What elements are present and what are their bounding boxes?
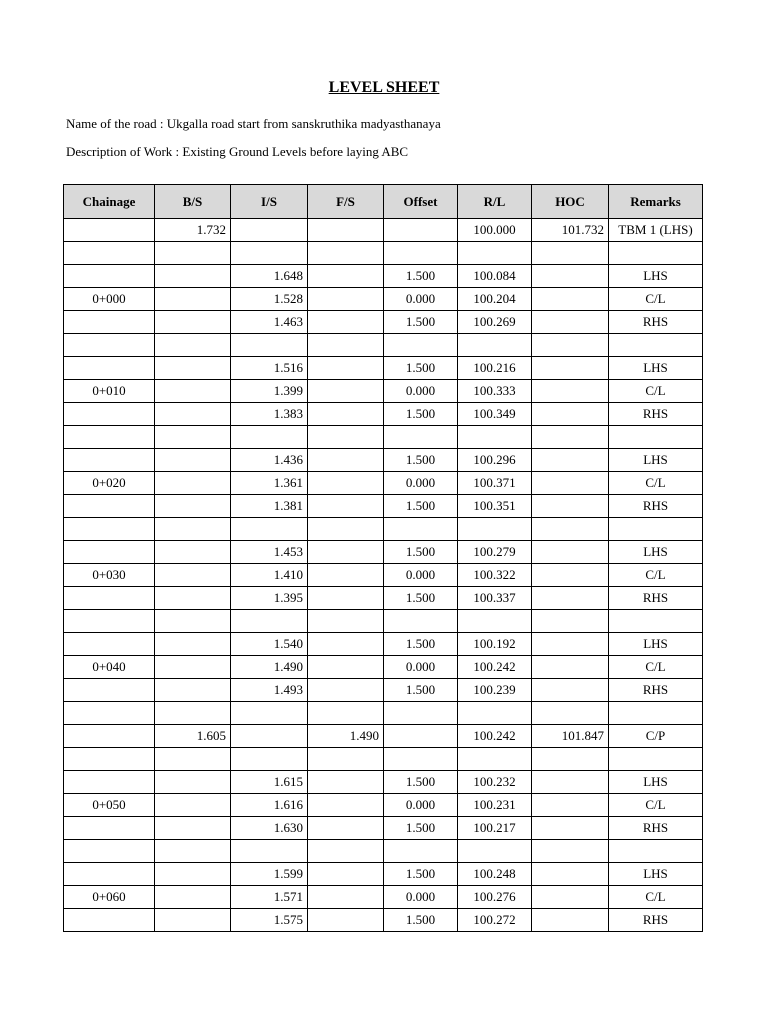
rl-cell [458,610,532,633]
table-row [64,863,703,886]
fs-cell [308,794,384,817]
bs-cell [155,242,231,265]
rl-cell [458,702,532,725]
table-row [64,702,703,725]
offset-cell: 1.500 [384,771,458,794]
bs-cell [155,311,231,334]
fs-cell [308,449,384,472]
remarks-cell: RHS [609,909,703,932]
is-cell: 1.463 [231,311,308,334]
bs-cell [155,564,231,587]
rl-cell: 100.272 [458,909,532,932]
fs-cell [308,265,384,288]
hoc-cell [532,840,609,863]
remarks-cell [609,518,703,541]
remarks-cell: C/L [609,794,703,817]
is-cell [231,334,308,357]
hoc-cell [532,541,609,564]
chainage-cell: 0+040 [64,656,155,679]
bs-cell [155,403,231,426]
chainage-cell [64,311,155,334]
rl-cell: 100.242 [458,725,532,748]
is-cell [231,219,308,242]
table-row [64,748,703,771]
chainage-cell [64,357,155,380]
table-row [64,656,703,679]
level-table [63,184,703,932]
hoc-cell [532,863,609,886]
bs-cell [155,702,231,725]
hoc-cell [532,771,609,794]
fs-cell [308,518,384,541]
col-header-chainage: Chainage [64,185,155,219]
chainage-cell [64,334,155,357]
rl-cell: 100.216 [458,357,532,380]
fs-cell [308,311,384,334]
bs-cell: 1.605 [155,725,231,748]
is-cell: 1.399 [231,380,308,403]
work-description: Description of Work : Existing Ground Levels before laying ABC [66,144,409,159]
rl-cell: 100.084 [458,265,532,288]
fs-cell [308,219,384,242]
table-row [64,633,703,656]
offset-cell [384,426,458,449]
offset-cell: 0.000 [384,886,458,909]
remarks-cell [609,334,703,357]
fs-cell [308,357,384,380]
fs-cell [308,702,384,725]
is-cell: 1.575 [231,909,308,932]
fs-cell [308,886,384,909]
fs-cell [308,863,384,886]
fs-cell [308,587,384,610]
offset-cell [384,748,458,771]
chainage-cell [64,748,155,771]
table-row [64,541,703,564]
chainage-cell [64,702,155,725]
remarks-cell: LHS [609,265,703,288]
offset-cell: 1.500 [384,311,458,334]
rl-cell: 100.242 [458,656,532,679]
road-name: Name of the road : Ukgalla road start from sanskruthika madyasthanaya [66,116,441,131]
is-cell [231,518,308,541]
chainage-cell [64,219,155,242]
remarks-cell: RHS [609,679,703,702]
remarks-cell: RHS [609,587,703,610]
bs-cell [155,265,231,288]
table-row [64,817,703,840]
table-row [64,909,703,932]
chainage-cell [64,541,155,564]
offset-cell: 0.000 [384,794,458,817]
is-cell [231,725,308,748]
bs-cell [155,656,231,679]
is-cell: 1.528 [231,288,308,311]
bs-cell [155,357,231,380]
table-row [64,564,703,587]
bs-cell [155,426,231,449]
chainage-cell [64,909,155,932]
offset-cell: 1.500 [384,679,458,702]
col-header-remarks: Remarks [609,185,703,219]
fs-cell [308,564,384,587]
bs-cell [155,909,231,932]
bs-cell [155,449,231,472]
fs-cell [308,472,384,495]
rl-cell: 100.279 [458,541,532,564]
table-row [64,794,703,817]
fs-cell [308,771,384,794]
bs-cell [155,541,231,564]
is-cell: 1.493 [231,679,308,702]
chainage-cell [64,426,155,449]
bs-cell [155,679,231,702]
bs-cell [155,587,231,610]
offset-cell: 0.000 [384,380,458,403]
chainage-cell: 0+030 [64,564,155,587]
offset-cell: 0.000 [384,656,458,679]
remarks-cell: LHS [609,771,703,794]
chainage-cell [64,771,155,794]
hoc-cell [532,472,609,495]
is-cell: 1.410 [231,564,308,587]
rl-cell [458,426,532,449]
rl-cell [458,242,532,265]
fs-cell [308,656,384,679]
bs-cell [155,633,231,656]
chainage-cell [64,633,155,656]
col-header-fs: F/S [308,185,384,219]
col-header-offset: Offset [384,185,458,219]
remarks-cell: C/L [609,886,703,909]
rl-cell: 100.232 [458,771,532,794]
is-cell: 1.540 [231,633,308,656]
rl-cell: 100.337 [458,587,532,610]
rl-cell: 100.351 [458,495,532,518]
page-title: LEVEL SHEET [328,79,440,96]
rl-cell: 100.333 [458,380,532,403]
is-cell: 1.571 [231,886,308,909]
fs-cell [308,679,384,702]
table-row [64,288,703,311]
hoc-cell [532,817,609,840]
rl-cell: 100.296 [458,449,532,472]
remarks-cell [609,702,703,725]
rl-cell: 100.000 [458,219,532,242]
bs-cell [155,748,231,771]
remarks-cell: C/L [609,656,703,679]
offset-cell: 1.500 [384,817,458,840]
offset-cell: 1.500 [384,587,458,610]
offset-cell: 1.500 [384,633,458,656]
chainage-cell [64,840,155,863]
chainage-cell [64,495,155,518]
is-cell: 1.381 [231,495,308,518]
offset-cell: 0.000 [384,472,458,495]
chainage-cell: 0+020 [64,472,155,495]
remarks-cell [609,840,703,863]
hoc-cell: 101.847 [532,725,609,748]
table-row [64,840,703,863]
rl-cell: 100.276 [458,886,532,909]
hoc-cell [532,518,609,541]
offset-cell: 1.500 [384,357,458,380]
rl-cell: 100.217 [458,817,532,840]
chainage-cell [64,242,155,265]
remarks-cell: TBM 1 (LHS) [609,219,703,242]
rl-cell [458,840,532,863]
col-header-hoc: HOC [532,185,609,219]
chainage-cell [64,265,155,288]
table-body [64,219,703,932]
hoc-cell [532,610,609,633]
table-row [64,242,703,265]
bs-cell [155,380,231,403]
is-cell: 1.648 [231,265,308,288]
hoc-cell [532,679,609,702]
col-header-rl: R/L [458,185,532,219]
fs-cell [308,748,384,771]
chainage-cell: 0+000 [64,288,155,311]
bs-cell [155,334,231,357]
table-row [64,518,703,541]
offset-cell [384,725,458,748]
hoc-cell [532,564,609,587]
chainage-cell: 0+060 [64,886,155,909]
hoc-cell [532,587,609,610]
rl-cell: 100.322 [458,564,532,587]
fs-cell [308,403,384,426]
fs-cell [308,817,384,840]
remarks-cell [609,426,703,449]
bs-cell [155,886,231,909]
rl-cell: 100.371 [458,472,532,495]
hoc-cell [532,403,609,426]
is-cell: 1.383 [231,403,308,426]
remarks-cell: C/L [609,564,703,587]
hoc-cell [532,748,609,771]
table-row [64,472,703,495]
bs-cell [155,610,231,633]
rl-cell: 100.248 [458,863,532,886]
is-cell: 1.516 [231,357,308,380]
chainage-cell [64,403,155,426]
bs-cell [155,794,231,817]
offset-cell: 1.500 [384,909,458,932]
hoc-cell [532,380,609,403]
rl-cell [458,334,532,357]
bs-cell [155,472,231,495]
remarks-cell: RHS [609,495,703,518]
bs-cell [155,771,231,794]
offset-cell: 1.500 [384,863,458,886]
hoc-cell [532,886,609,909]
hoc-cell [532,357,609,380]
chainage-cell [64,449,155,472]
hoc-cell [532,495,609,518]
hoc-cell [532,702,609,725]
rl-cell [458,748,532,771]
chainage-cell [64,518,155,541]
col-header-bs: B/S [155,185,231,219]
is-cell: 1.361 [231,472,308,495]
is-cell [231,242,308,265]
rl-cell: 100.269 [458,311,532,334]
is-cell [231,610,308,633]
table-row [64,403,703,426]
fs-cell [308,541,384,564]
bs-cell [155,863,231,886]
offset-cell [384,840,458,863]
is-cell: 1.615 [231,771,308,794]
table-row [64,426,703,449]
is-cell [231,426,308,449]
offset-cell [384,334,458,357]
rl-cell: 100.231 [458,794,532,817]
is-cell: 1.616 [231,794,308,817]
bs-cell [155,288,231,311]
col-header-is: I/S [231,185,308,219]
offset-cell: 1.500 [384,403,458,426]
chainage-cell [64,587,155,610]
table-row [64,587,703,610]
fs-cell [308,840,384,863]
is-cell: 1.453 [231,541,308,564]
hoc-cell [532,334,609,357]
is-cell: 1.630 [231,817,308,840]
bs-cell: 1.732 [155,219,231,242]
fs-cell [308,909,384,932]
is-cell [231,840,308,863]
table-row [64,219,703,242]
hoc-cell [532,242,609,265]
hoc-cell [532,311,609,334]
remarks-cell: LHS [609,863,703,886]
table-row [64,610,703,633]
is-cell: 1.436 [231,449,308,472]
bs-cell [155,817,231,840]
is-cell: 1.599 [231,863,308,886]
offset-cell: 1.500 [384,265,458,288]
fs-cell [308,288,384,311]
chainage-cell: 0+010 [64,380,155,403]
table-row [64,771,703,794]
remarks-cell [609,610,703,633]
fs-cell [308,380,384,403]
remarks-cell: C/L [609,380,703,403]
offset-cell [384,702,458,725]
remarks-cell: LHS [609,633,703,656]
offset-cell: 0.000 [384,564,458,587]
offset-cell: 1.500 [384,449,458,472]
offset-cell [384,242,458,265]
table-row [64,495,703,518]
remarks-cell [609,242,703,265]
remarks-cell: C/P [609,725,703,748]
offset-cell [384,518,458,541]
hoc-cell [532,288,609,311]
table-row [64,449,703,472]
rl-cell [458,518,532,541]
table-row [64,679,703,702]
header-row [64,185,703,219]
remarks-cell: C/L [609,288,703,311]
rl-cell: 100.239 [458,679,532,702]
remarks-cell: LHS [609,449,703,472]
offset-cell: 1.500 [384,541,458,564]
offset-cell: 1.500 [384,495,458,518]
hoc-cell [532,909,609,932]
fs-cell [308,242,384,265]
hoc-cell: 101.732 [532,219,609,242]
remarks-cell: RHS [609,403,703,426]
bs-cell [155,495,231,518]
rl-cell: 100.349 [458,403,532,426]
chainage-cell [64,610,155,633]
rl-cell: 100.192 [458,633,532,656]
chainage-cell [64,725,155,748]
remarks-cell: LHS [609,357,703,380]
table-row [64,265,703,288]
fs-cell [308,334,384,357]
hoc-cell [532,426,609,449]
offset-cell: 0.000 [384,288,458,311]
chainage-cell [64,817,155,840]
chainage-cell: 0+050 [64,794,155,817]
table-row [64,334,703,357]
fs-cell [308,426,384,449]
bs-cell [155,518,231,541]
fs-cell: 1.490 [308,725,384,748]
is-cell: 1.395 [231,587,308,610]
remarks-cell [609,748,703,771]
remarks-cell: RHS [609,311,703,334]
table-row [64,886,703,909]
remarks-cell: RHS [609,817,703,840]
remarks-cell: C/L [609,472,703,495]
offset-cell [384,610,458,633]
remarks-cell: LHS [609,541,703,564]
fs-cell [308,610,384,633]
bs-cell [155,840,231,863]
chainage-cell [64,679,155,702]
is-cell [231,748,308,771]
table-row [64,357,703,380]
chainage-cell [64,863,155,886]
hoc-cell [532,633,609,656]
hoc-cell [532,265,609,288]
is-cell: 1.490 [231,656,308,679]
table-row [64,311,703,334]
hoc-cell [532,794,609,817]
fs-cell [308,633,384,656]
table-row [64,725,703,748]
fs-cell [308,495,384,518]
hoc-cell [532,656,609,679]
hoc-cell [532,449,609,472]
is-cell [231,702,308,725]
offset-cell [384,219,458,242]
table-row [64,380,703,403]
rl-cell: 100.204 [458,288,532,311]
